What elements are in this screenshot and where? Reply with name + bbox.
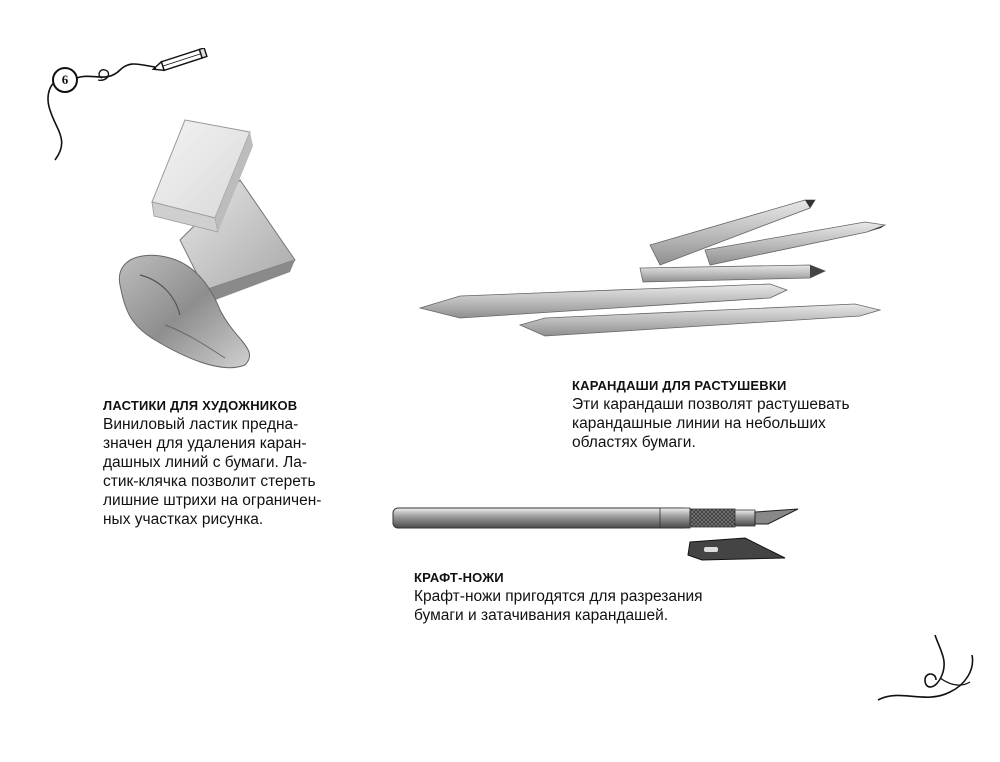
page-number: 6 (52, 67, 78, 93)
blending-pencils-caption (572, 378, 892, 452)
eraser-illustration (110, 110, 310, 380)
craft-knives-text: Крафт-ножи пригодятся для разрезания бумаги и затачивания карандашей. (414, 588, 703, 624)
erasers-title: ЛАСТИКИ ДЛЯ ХУДОЖНИКОВ (103, 398, 298, 413)
erasers-text: Виниловый ластик предна- значен для удаления каран- дашных линий с бумаги. Ла- стик-клячка позволит стереть лишние штрихи на ограничен- ных участках рисунка. (103, 416, 322, 528)
craft-knives-title: КРАФТ-НОЖИ (414, 570, 504, 585)
blending-stumps-illustration (415, 190, 895, 340)
blending-pencils-title: КАРАНДАШИ ДЛЯ РАСТУШЕВКИ (572, 378, 787, 393)
erasers-caption (103, 398, 343, 529)
pencil-icon (150, 48, 210, 74)
craft-knife-illustration (390, 500, 810, 570)
corner-flourish-bottom (870, 630, 980, 720)
craft-knives-caption (414, 570, 734, 625)
blending-pencils-text: Эти карандаши позволят растушевать карандашные линии на небольших областях бумаги. (572, 396, 850, 451)
